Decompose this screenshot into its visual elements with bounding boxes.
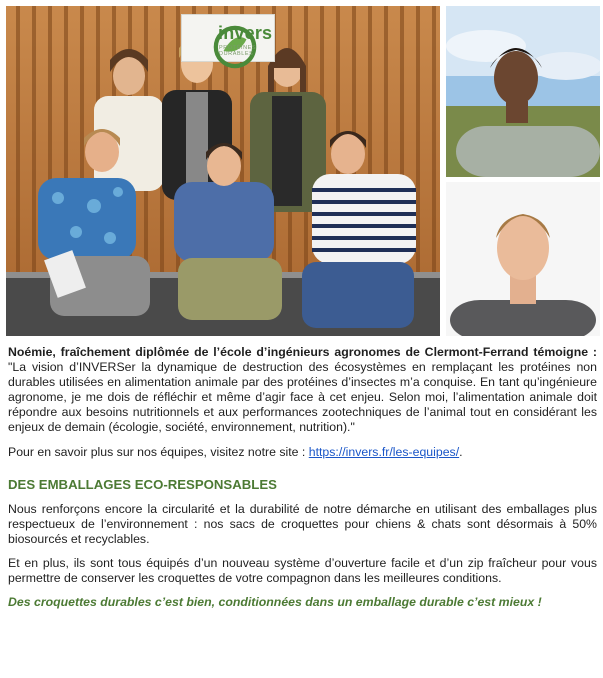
article-body [8, 345, 597, 610]
invers-logo-sign [181, 14, 275, 62]
more-info-paragraph [8, 445, 597, 460]
section-heading: DES EMBALLAGES ECO-RESPONSABLES [8, 477, 277, 492]
portrait-bottom-illustration [446, 182, 600, 336]
logo-wordmark: invers [218, 23, 273, 43]
team-group-photo [6, 6, 440, 336]
testimonial-quote: "La vision d’INVERSer la dynamique de destruction des écosystèmes en remplaçant les protéines non durables utilisées en alimentation animale par des protéines d’insectes m’a conquise. En tant qu’ingénieure agronome, je me dois de réfléchir et même d’agir face à cet enjeu. Selon moi, l’alimentation animale doit répondre aux besoins nutritionnels et aux performances zootechniques de l’animal tout en considérant les enjeux de demain (écologie, société, environnement, nutrition)." [8, 360, 597, 434]
portrait-photo-top [446, 6, 600, 177]
portrait-top-illustration [446, 6, 600, 177]
packaging-paragraph-2: Et en plus, ils sont tous équipés d’un nouveau système d’ouverture facile et d’un zip fraîcheur pour vous permettre de conserver les croquettes de votre compagnon dans les meilleures conditions. [8, 556, 597, 585]
more-info-text: Pour en savoir plus sur nos équipes, visitez notre site : [8, 445, 309, 459]
more-info-suffix: . [459, 445, 463, 459]
team-page-link[interactable]: https://invers.fr/les-equipes/ [308, 445, 460, 459]
testimonial-intro: Noémie, fraîchement diplômée de l’école d’ingénieurs agronomes de Clermont-Ferrand témoigne : [8, 345, 597, 359]
portrait-photo-bottom [446, 182, 600, 336]
logo-tagline: PROTÉINES DURABLES [219, 45, 257, 57]
packaging-paragraph-1: Nous renforçons encore la circularité et la durabilité de notre démarche en utilisant des emballages plus respectueux de l’environnement : nos sacs de croquettes pour chiens & chats sont désormais à 50% biosourcés et recyclables. [8, 502, 597, 546]
closing-statement: Des croquettes durables c’est bien, conditionnées dans un emballage durable c’est mieux ! [8, 595, 542, 609]
testimonial-paragraph [8, 345, 597, 435]
